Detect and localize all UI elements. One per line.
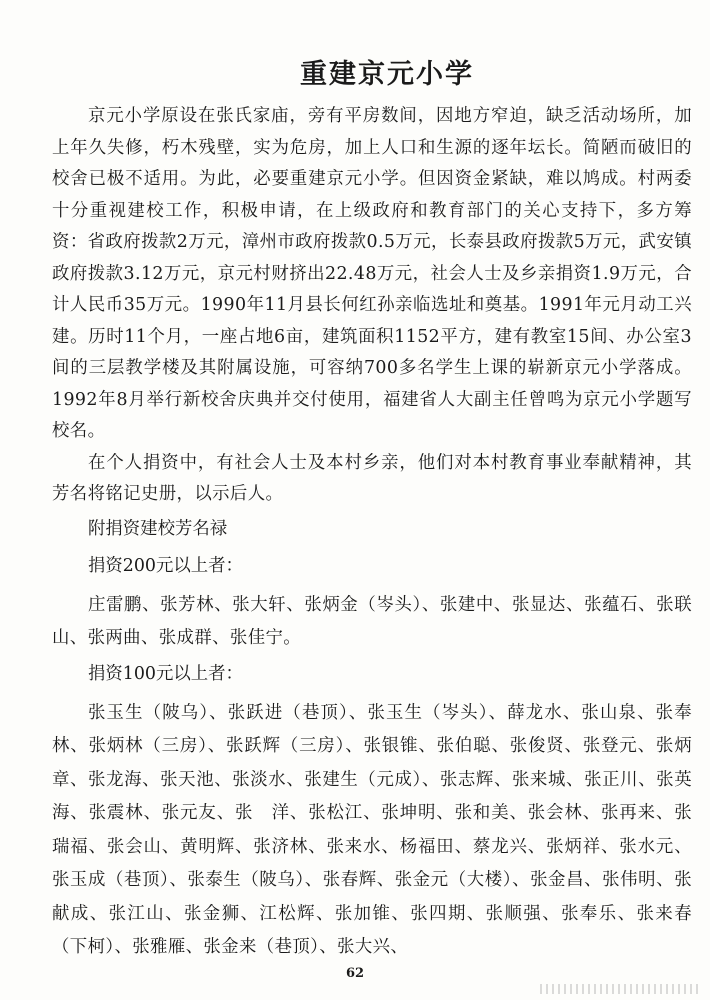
history-paragraph: 京元小学原设在张氏家庙，旁有平房数间，因地方窄迫，缺乏活动场所，加上年久失修，朽木残壁，实为危房，加上人口和生源的逐年坛长。简陋而破旧的校舍已极不适用。为此，必要重建京元小学。但因资金紧缺，难以鸠成。村两委十分重视建校工作，积极申请，在上级政府和教育部门的关心支持下，多方筹资：省政府拨款2万元，漳州市政府拨款0.5万元，长泰县政府拨款5万元，武安镇政府拨款3.12万元，京元村财挤出22.48万元，社会人士及乡亲捐资1.9万元，合计人民币35万元。1990年11月县长何红孙亲临选址和奠基。1991年元月动工兴建。历时11个月，一座占地6亩，建筑面积1152平方，建有教室15间、办公室3间的三层教学楼及其附属设施，可容纳700多名学生上课的崭新京元小学落成。1992年8月举行新校舍庆典并交付使用，福建省人大副主任曾鸣为京元小学题写校名。 bbox=[52, 106, 692, 441]
donor-group-100-names: 张玉生（陂乌）、张跃进（巷顶）、张玉生（岑头）、薛龙水、张山泉、张奉林、张炳林（三房）、张跃辉（三房）、张银锥、张伯聪、张俊贤、张登元、张炳章、张龙海、张天池、张淡水、张建生（元成）、张志辉、张来城、张正川、张英海、张震林、张元友、张 洋、张松江、张坤明、张和美、张会林、张再来、张瑞福、张会山、黄明辉、张济林、张来水、杨福田、蔡龙兴、张炳祥、张水元、张玉成（巷顶）、张泰生（陂乌）、张春辉、张金元（大楼）、张金昌、张伟明、张献成、张江山、张金狮、江松辉、张加锥、张四期、张顺强、张奉乐、张来春（下柯）、张雅雁、张金来（巷顶）、张大兴、 bbox=[52, 702, 692, 957]
donor-intro-paragraph: 在个人捐资中，有社会人士及本村乡亲，他们对本村教育事业奉献精神，其芳名将铭记史册，以示后人。 bbox=[52, 452, 692, 504]
donor-group-100-label: 捐资100元以上者： bbox=[88, 663, 243, 684]
donor-group-200-label: 捐资200元以上者： bbox=[88, 555, 243, 576]
page-title: 重建京元小学 bbox=[300, 59, 474, 90]
document-page bbox=[52, 52, 692, 965]
scan-artifact bbox=[540, 984, 700, 994]
donor-group-200-names: 庄雷鹏、张芳林、张大轩、张炳金（岑头）、张建中、张显达、张蕴石、张联山、张两曲、张成群、张佳宁。 bbox=[52, 594, 692, 648]
page-number: 62 bbox=[345, 966, 365, 981]
donor-roll-heading: 附捐资建校芳名禄 bbox=[88, 518, 228, 539]
